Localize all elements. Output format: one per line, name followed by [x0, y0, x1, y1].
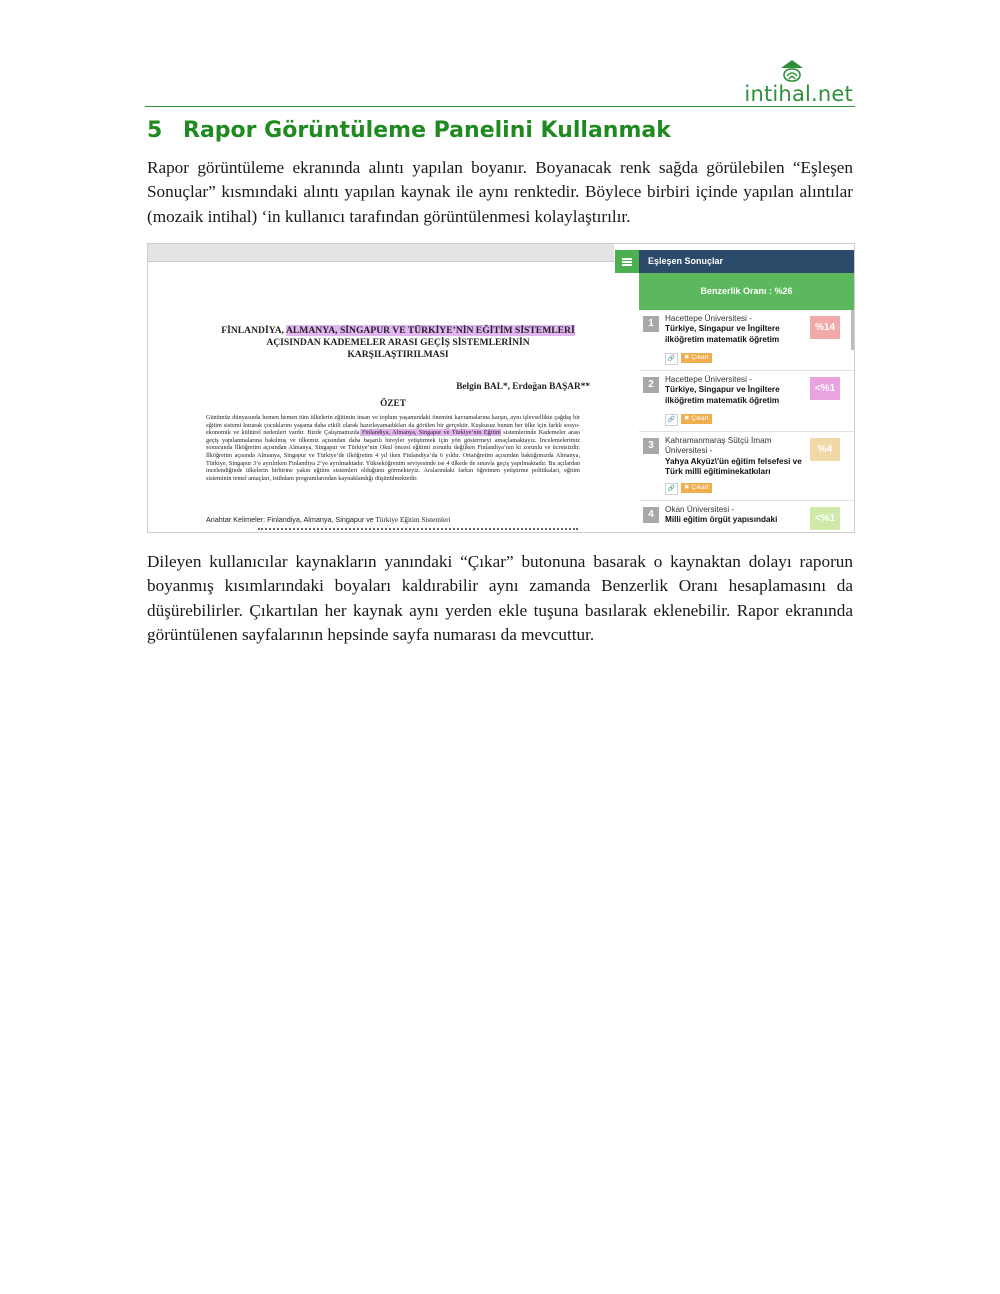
result-text [665, 436, 805, 478]
result-item[interactable] [639, 371, 854, 432]
section-title [147, 118, 671, 143]
result-number: 1 [643, 316, 659, 332]
link-icon[interactable]: 🔗 [665, 353, 678, 365]
result-item[interactable] [639, 432, 854, 501]
panel-toggle-button[interactable] [615, 250, 639, 273]
result-text [665, 505, 805, 526]
result-title: Türkiye, Singapur ve İngiltere ilköğretim matematik öğretim [665, 324, 780, 344]
abstract-text [206, 414, 580, 482]
document-title-line2: AÇISINDAN KADEMELER ARASI GEÇİŞ SİSTEMLERİNİN [266, 337, 530, 348]
logo [743, 58, 853, 106]
result-title: Türkiye, Singapur ve İngiltere ilköğretim matematik öğretim [665, 385, 780, 405]
result-percentage-badge: <%1 [810, 507, 840, 530]
highlighted-match[interactable]: Finlandiya, Almanya, Singapur ve Türkiye’nin Eğitim [359, 429, 501, 437]
page-header [145, 58, 855, 108]
result-actions [665, 483, 712, 495]
result-actions [665, 353, 712, 365]
result-percentage-badge: %4 [810, 438, 840, 461]
result-text [665, 314, 805, 345]
result-number: 3 [643, 438, 659, 454]
document-authors: Belgin BAL*, Erdoğan BAŞAR** [456, 382, 590, 392]
hamburger-icon [622, 258, 632, 266]
logo-text: intihal.net [744, 82, 853, 106]
keywords [206, 515, 451, 524]
remove-source-button[interactable]: ✖ Çıkart [681, 483, 712, 493]
usage-paragraph: Dileyen kullanıcılar kaynakların yanındaki “Çıkar” butonuna basarak o kaynaktan dolayı raporun boyanmış kısımlarındaki boyaları kaldırabilir aynı zamanda Benzerlik Oranı hesaplamasını da düşürebilirler. Çıkartılan her kaynak aynı yerden ekle tuşuna basılarak eklenebilir. Rapor ekranında görüntülenen sayfalarının hepsinde sayfa numarası da mevcuttur. [147, 552, 853, 645]
highlighted-match[interactable]: ALMANYA, SİNGAPUR VE TÜRKİYE’NİN EĞİTİM SİSTEMLERİ [285, 325, 575, 336]
result-item[interactable] [639, 310, 854, 371]
result-title: Yahya Akyüz\'ün eğitim felsefesi ve Türk milli eğitiminekatkıları [665, 456, 802, 477]
keywords-label: Anahtar Kelimeler: Finlandiya, Almanya, Singapur ve [206, 515, 374, 524]
document-title-line3: KARŞILAŞTIRILMASI [347, 349, 449, 360]
matched-results-panel [639, 250, 854, 532]
result-source: Hacettepe Üniversitesi - [665, 375, 752, 384]
result-number: 4 [643, 507, 659, 523]
result-percentage-badge: <%1 [810, 377, 840, 400]
document-title [178, 325, 618, 336]
result-item[interactable] [639, 501, 854, 533]
keywords-rest: Türkiye Eğitim Sistemleri [373, 516, 451, 524]
report-viewer-screenshot [147, 243, 855, 533]
result-number: 2 [643, 377, 659, 393]
remove-source-button[interactable]: ✖ Çıkart [681, 353, 712, 363]
section-number: 5 [147, 118, 163, 143]
intro-paragraph: Rapor görüntüleme ekranında alıntı yapılan boyanır. Boyanacak renk sağda görülebilen “Eşleşen Sonuçlar” kısmındaki alıntı yapılan kaynak ile aynı renktedir. Böylece birbiri içinde yapılan alıntılar (mozaik intihal) ‘in kullanıcı tarafından görüntülenmesi kolaylaştırılır. [147, 158, 853, 226]
abstract-heading: ÖZET [380, 399, 406, 409]
document-title-plain: FİNLANDİYA, [221, 325, 286, 336]
result-title: Milli eğitim örgüt yapısındaki [665, 515, 778, 525]
header-divider [145, 106, 855, 107]
section-title-text: Rapor Görüntüleme Panelini Kullanmak [183, 118, 671, 143]
fingerprint-icon [779, 58, 805, 84]
result-source: Hacettepe Üniversitesi - [665, 314, 752, 323]
result-actions [665, 414, 712, 426]
abstract-part: Günümüz dünyasında hemen hemen tüm ülkelerin eğitimin insan ve toplum yaşamındaki önemini kavramalarına karşın, aynı işlevsellikte çağdaş bir eğitim sistemi kurarak çocuklarını yaşama daha etkili olarak hazırlayamadıkları da görülen bir gerçektir. Kuşkusuz bunun her ülke için farklı sosyo-ekonomik ve kültürel nedenleri vardır. Bizde Çalışmamızda [206, 414, 580, 437]
viewer-toolbar [148, 244, 614, 262]
cut-off-line [258, 528, 578, 533]
abstract-part: sistemlerinde Kademeler arası geçiş yapılanmalarına bakılmış ve ülkemiz açısından daha başarılı bireyler yetiştirmek için yön göstermeyi amaçlamaktayız. İncelemelerimiz sonucunda İlköğretim açısından Almanya, Singapur ve Türkiye’nin Okul öncesi eğitimi zorunlu değilken Finlandiya’nın ki zorunlu ve ücretsizdir. İlköğretim açısında Almanya, Singapur ve Türkiye’de ilköğretim 4 yıl iken Finlandiya’da 6 yıldır. Ortaöğretim açısından baktığımızda Almanya, Türkiye, Singapur 3’e ayrılırken Finlandiya 2’ye ayrılmaktadır. Yükseköğrenim seviyesinde ise 4 ülkede de sınavla geçiş yapılmaktadır. Bu açılardan incelendiğinde ülkelerin birbirine yakın eğitim sistemleri olduğunu görmekteyiz. Aralarındaki farkın öğretmen yetiştirme politikaları, eğitim sisteminin temel amaçları, istihdam programlarından kaynaklandığı düşünülmektedir. [206, 429, 580, 482]
similarity-score: Benzerlik Oranı : %26 [639, 273, 854, 310]
result-source: Kahramanmaraş Sütçü İmam Üniversitesi - [665, 436, 772, 456]
remove-source-button[interactable]: ✖ Çıkart [681, 414, 712, 424]
result-source: Okan Üniversitesi - [665, 505, 735, 514]
panel-header: Eşleşen Sonuçlar [639, 250, 854, 273]
link-icon[interactable]: 🔗 [665, 414, 678, 426]
report-document-page [148, 262, 614, 532]
result-percentage-badge: %14 [810, 316, 840, 339]
link-icon[interactable]: 🔗 [665, 483, 678, 495]
result-text [665, 375, 805, 406]
